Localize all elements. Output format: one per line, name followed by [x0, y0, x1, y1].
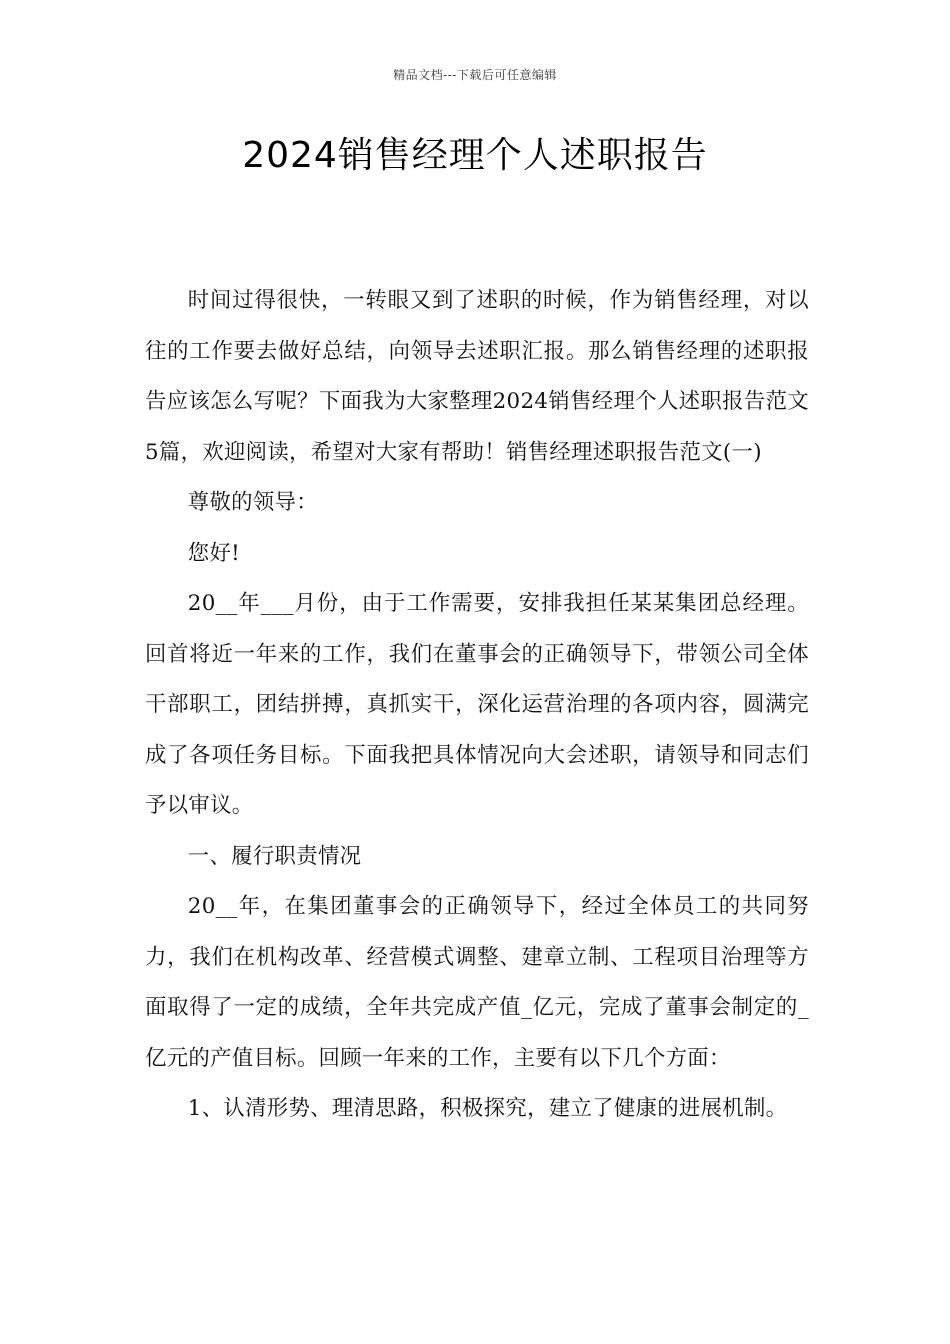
section-heading-duties: 一、履行职责情况: [187, 843, 362, 869]
paragraph-salutation: 尊敬的领导：: [187, 490, 318, 515]
document-title: 2024销售经理个人述职报告: [242, 135, 708, 176]
paragraph-greeting: 您好!: [187, 540, 241, 566]
list-item-1: 1、认清形势、理清思路，积极探究，建立了健康的进展机制。: [187, 1096, 788, 1121]
document-body: [145, 276, 809, 1135]
header-note: 精品文档---下载后可任意编辑: [393, 68, 557, 82]
paragraph-achievements: 20__年，在集团董事会的正确领导下，经过全体员工的共同努力，我们在机构改革、经营模式调整、建章立制、工程项目治理等方面取得了一定的成绩，全年共完成产值_亿元，完成了董事会制定的_亿元的产值目标。回顾一年来的工作，主要有以下几个方面：: [145, 894, 809, 1071]
paragraph-intro: 时间过得很快，一转眼又到了述职的时候，作为销售经理，对以往的工作要去做好总结，向领导去述职汇报。那么销售经理的述职报告应该怎么写呢？下面我为大家整理2024销售经理个人述职报告范文5篇，欢迎阅读，希望对大家有帮助！销售经理述职报告范文(一): [145, 288, 809, 465]
paragraph-appointment: 20__年___月份，由于工作需要，安排我担任某某集团总经理。回首将近一年来的工作，我们在董事会的正确领导下，带领公司全体干部职工，团结拼搏，真抓实干，深化运营治理的各项内容，圆满完成了各项任务目标。下面我把具体情况向大会述职，请领导和同志们予以审议。: [145, 591, 809, 818]
